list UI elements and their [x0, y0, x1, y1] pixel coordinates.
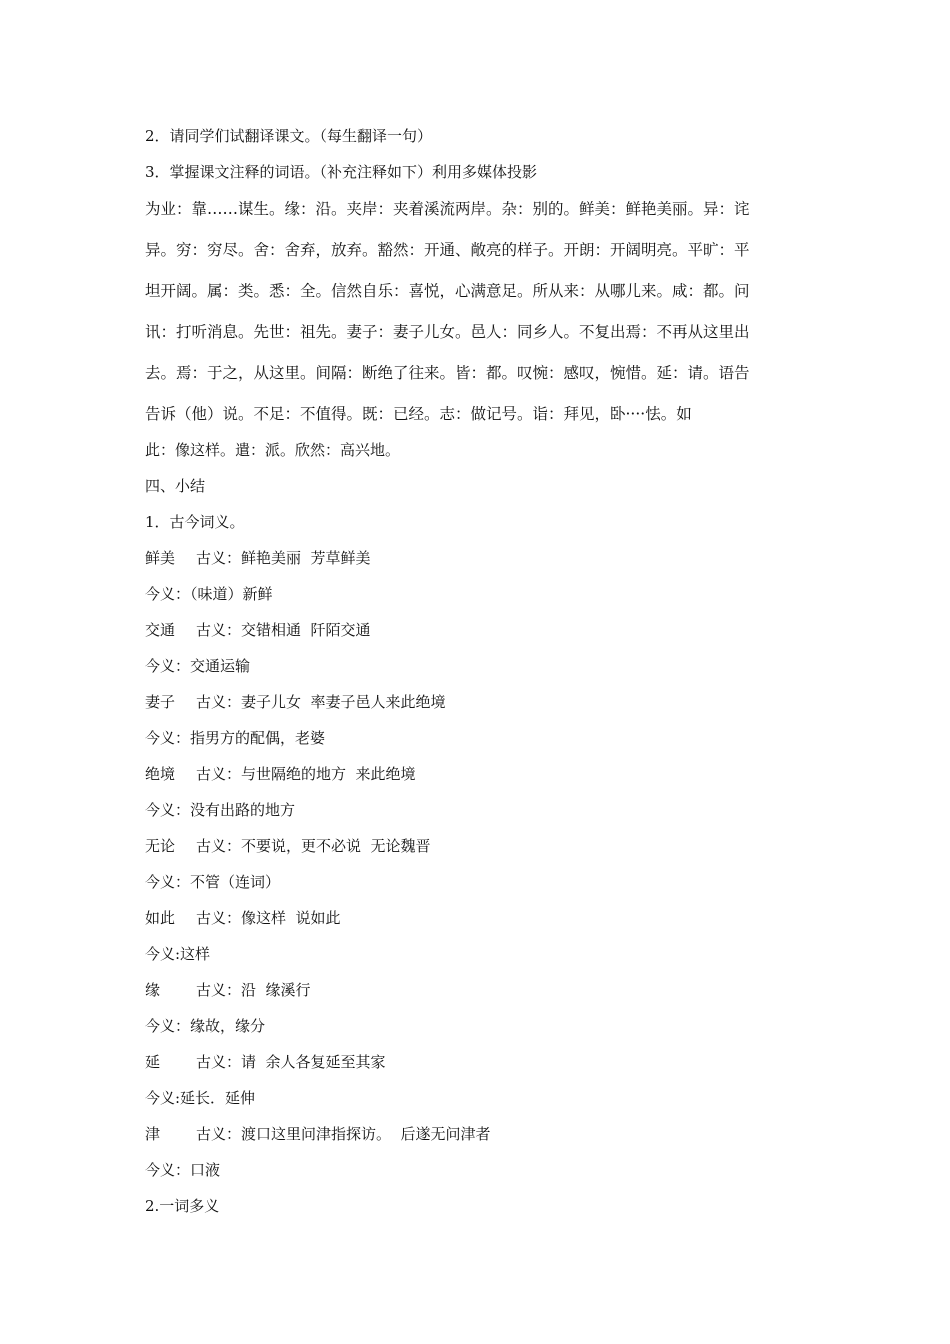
- word-ancient-meaning: 古义：渡口这里问津指探访。 后遂无问津者: [196, 1125, 491, 1143]
- word-ancient-meaning: 古义：沿 缘溪行: [196, 981, 311, 999]
- word-modern-row: 今义：没有出路的地方: [145, 801, 296, 819]
- word-ancient-row: [145, 692, 446, 712]
- word-ancient-meaning: 古义：像这样 说如此: [196, 909, 341, 927]
- word-modern-row: 今义：交通运输: [145, 657, 251, 675]
- annotation-line-tail: 此：像这样。遣：派。欣然：高兴地。: [145, 441, 401, 459]
- word-ancient-meaning: 古义：不要说，更不必说 无论魏晋: [196, 837, 431, 855]
- word-term: 延: [145, 1053, 161, 1071]
- word-ancient-meaning: 古义：请 余人各复延至其家: [196, 1053, 386, 1071]
- word-modern-row: 今义:这样: [145, 945, 211, 963]
- word-modern-row: 今义：不管（连词）: [145, 873, 281, 891]
- word-ancient-meaning: 古义：妻子儿女 率妻子邑人来此绝境: [196, 693, 446, 711]
- word-term: 缘: [145, 981, 161, 999]
- word-modern-row: 今义：（味道）新鲜: [145, 585, 273, 603]
- item-2-line: 2．请同学们试翻译课文。（每生翻译一句）: [145, 127, 433, 145]
- annotation-line: 告诉（他）说。不足：不值得。既：已经。志：做记号。诣：拜见，卧····怯。如: [145, 405, 692, 423]
- annotation-line: 坦开阔。属：类。悉：全。信然自乐：喜悦，心满意足。所从来：从哪儿来。咸：都。问: [145, 282, 750, 300]
- word-ancient-row: [145, 1124, 491, 1144]
- subheading-word-meaning: 1．古今词义。: [145, 513, 245, 531]
- word-ancient-row: [145, 836, 431, 856]
- word-term: 津: [145, 1125, 161, 1143]
- word-ancient-row: [145, 620, 371, 640]
- item-3-line: 3．掌握课文注释的词语。（补充注释如下）利用多媒体投影: [145, 163, 538, 181]
- annotation-paragraph: [145, 199, 807, 445]
- word-ancient-row: [145, 1052, 386, 1072]
- word-term: 无论: [145, 837, 176, 855]
- subheading-polysemy: 2.一词多义: [145, 1197, 220, 1215]
- annotation-line: 讯：打听消息。先世：祖先。妻子：妻子儿女。邑人：同乡人。不复出焉：不再从这里出: [145, 323, 750, 341]
- word-ancient-row: [145, 980, 311, 1000]
- word-ancient-meaning: 古义：与世隔绝的地方 来此绝境: [196, 765, 416, 783]
- word-ancient-row: [145, 548, 371, 568]
- word-term: 妻子: [145, 693, 176, 711]
- word-modern-row: 今义：口液: [145, 1161, 221, 1179]
- word-term: 绝境: [145, 765, 176, 783]
- annotation-line: 异。穷：穷尽。舍：舍弃，放弃。豁然：开通、敞亮的样子。开朗：开阔明亮。平旷：平: [145, 241, 750, 259]
- word-ancient-meaning: 古义：交错相通 阡陌交通: [196, 621, 371, 639]
- word-ancient-row: [145, 908, 341, 928]
- annotation-line: 为业：靠……谋生。缘：沿。夹岸：夹着溪流两岸。杂：别的。鲜美：鲜艳美丽。异：诧: [145, 200, 750, 218]
- word-ancient-meaning: 古义：鲜艳美丽 芳草鲜美: [196, 549, 371, 567]
- word-modern-row: 今义：缘故，缘分: [145, 1017, 266, 1035]
- word-ancient-row: [145, 764, 416, 784]
- annotation-line: 去。焉：于之，从这里。间隔：断绝了往来。皆：都。叹惋：感叹，惋惜。延：请。语告: [145, 364, 750, 382]
- word-term: 如此: [145, 909, 176, 927]
- word-term: 鲜美: [145, 549, 176, 567]
- word-modern-row: 今义:延长．延伸: [145, 1089, 256, 1107]
- word-modern-row: 今义：指男方的配偶，老婆: [145, 729, 326, 747]
- word-term: 交通: [145, 621, 176, 639]
- section-heading-summary: 四、小结: [145, 477, 206, 495]
